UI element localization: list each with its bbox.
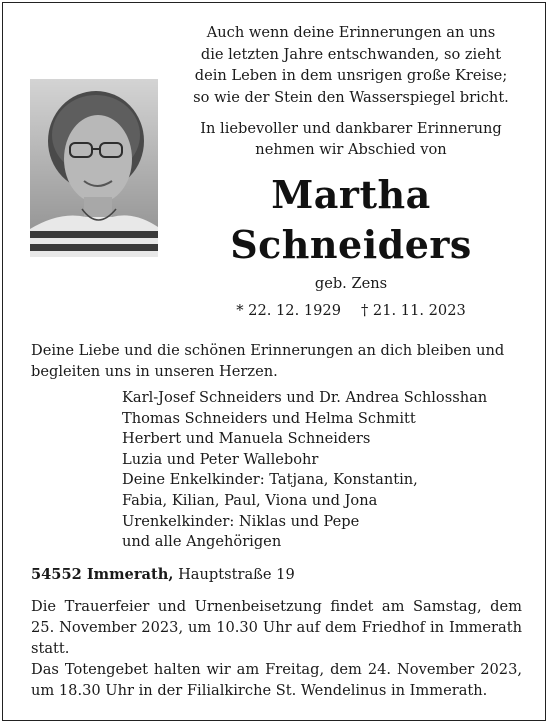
mourner-line: Luzia und Peter Wallebohr bbox=[122, 450, 319, 468]
family-address bbox=[31, 566, 295, 583]
first-name: Martha bbox=[271, 172, 431, 217]
life-dates bbox=[176, 302, 526, 319]
address-street: Hauptstraße 19 bbox=[178, 566, 295, 583]
birth-date: * 22. 12. 1929 bbox=[236, 302, 341, 319]
death-date: † 21. 11. 2023 bbox=[361, 302, 466, 319]
remembrance-message: Deine Liebe und die schönen Erinnerungen an dich bleiben und begleiten uns in unseren Herzen. bbox=[31, 342, 505, 380]
portrait-photo bbox=[30, 79, 158, 257]
poem-line: die letzten Jahre entschwanden, so zieht bbox=[200, 45, 502, 63]
portrait-image bbox=[30, 79, 158, 257]
mourner-line: Herbert und Manuela Schneiders bbox=[122, 430, 371, 448]
last-name: Schneiders bbox=[230, 222, 472, 267]
mourner-line: Thomas Schneiders und Helma Schmitt bbox=[122, 409, 416, 427]
mourner-line: Karl-Josef Schneiders und Dr. Andrea Schlosshan bbox=[122, 389, 488, 406]
mourner-line: Urenkelkinder: Niklas und Pepe bbox=[122, 512, 360, 530]
prayer-service-info: Das Totengebet halten wir am Freitag, dem 24. November 2023, um 18.30 Uhr in der Filialkirche St. Wendelinus in Immerath. bbox=[31, 661, 522, 699]
memorial-poem bbox=[176, 22, 526, 108]
intro-line: nehmen wir Abschied von bbox=[255, 141, 447, 158]
intro-line: In liebevoller und dankbarer Erinnerung bbox=[200, 120, 502, 137]
mourner-line: Fabia, Kilian, Paul, Viona und Jona bbox=[122, 491, 378, 509]
deceased-name bbox=[176, 170, 526, 270]
funeral-service-info: Die Trauerfeier und Urnenbeisetzung findet am Samstag, dem 25. November 2023, um 10.30 Uhr auf dem Friedhof in Immerath statt. bbox=[31, 598, 522, 657]
mourners-list bbox=[122, 388, 532, 553]
birth-name: geb. Zens bbox=[314, 275, 388, 292]
poem-line: Auch wenn deine Erinnerungen an uns bbox=[206, 24, 496, 41]
address-place: 54552 Immerath, bbox=[31, 566, 174, 583]
mourner-line: Deine Enkelkinder: Tatjana, Konstantin, bbox=[122, 471, 418, 489]
mourner-line: und alle Angehörigen bbox=[122, 533, 282, 551]
poem-line: so wie der Stein den Wasserspiegel bricht. bbox=[193, 88, 509, 106]
poem-line: dein Leben in dem unsrigen große Kreise; bbox=[194, 67, 508, 84]
farewell-intro bbox=[176, 118, 526, 160]
